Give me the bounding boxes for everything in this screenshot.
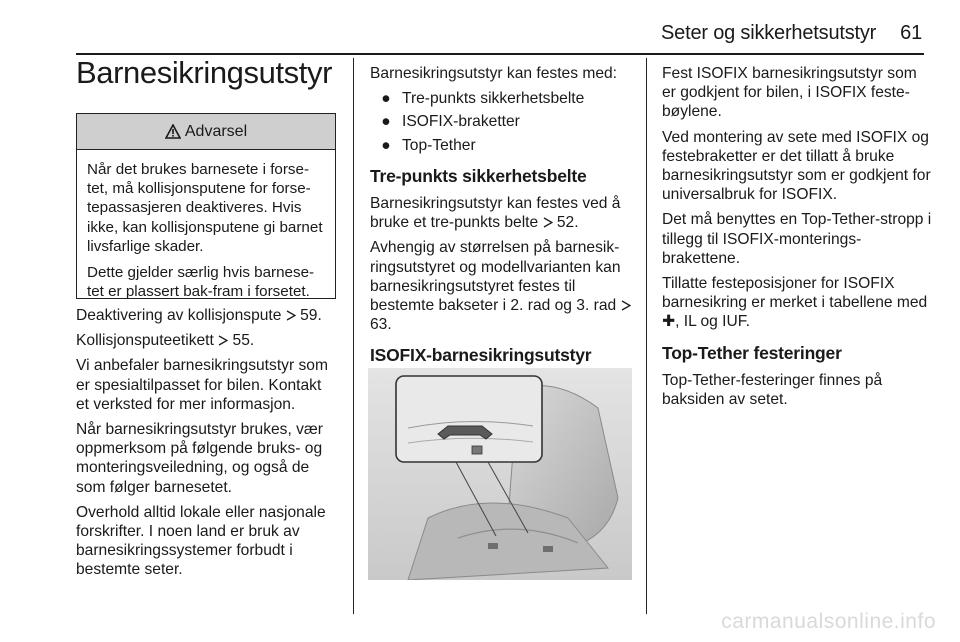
paragraph-montering: Ved montering av sete med ISOFIX og festebraketter er det tillatt å bruke barnesikringsutstyr som er godkjent for universalbruk for ISOFIX. xyxy=(662,128,931,204)
column-1 xyxy=(76,306,338,586)
bullet-icon: ● xyxy=(381,90,391,108)
list-item: ● Tre-punkts sikkerhetsbelte xyxy=(381,90,585,108)
paragraph-trepunkt: Barnesikringsutstyr kan festes ved å bruke et tre-punkts belte 52. xyxy=(370,195,621,232)
list-item: ● Top-Tether xyxy=(381,136,476,154)
page-reference-link[interactable]: 63. xyxy=(370,316,392,334)
bullet-icon: ● xyxy=(381,136,391,154)
isofix-symbol-icon: ✚ xyxy=(662,313,676,331)
page-reference-link[interactable]: 59. xyxy=(300,307,322,324)
warning-paragraph: Når det brukes barnesete i forse-tet, må kollisjonsputene for forse-tepassasjeren deaktiveres. Hvis ikke, kan kollisjonsputene gi barnet livsfarlige skader. xyxy=(87,161,323,255)
paragraph-festeringer: Top-Tether-festeringer finnes på baksiden av setet. xyxy=(662,371,883,409)
isofix-seat-illustration xyxy=(368,368,632,580)
page-header xyxy=(661,22,922,45)
paragraph-forskrifter: Overhold alltid lokale eller nasjonale forskrifter. I noen land er bruk av barnesikringssystemer forbudt i bestemte seter. xyxy=(76,503,326,579)
heading-festeringer: Top-Tether festeringer xyxy=(662,342,842,363)
paragraph-fest: Fest ISOFIX barnesikringsutstyr som er godkjent for bilen, i ISOFIX feste-bøylene. xyxy=(662,65,917,121)
warning-paragraph: Dette gjelder særlig hvis barnese-tet er plassert bak-fram i forsetet. xyxy=(87,264,315,301)
warning-label: Advarsel xyxy=(184,122,248,140)
warning-box xyxy=(76,113,336,299)
warning-header xyxy=(77,114,335,150)
column-3 xyxy=(662,64,932,415)
warning-triangle-icon xyxy=(165,124,181,139)
paragraph-bruks: Når barnesikringsutstyr brukes, vær oppmerksom på følgende bruks- og monteringsveiledning, og også de som følger barnesetet. xyxy=(76,421,323,496)
list-item: ● ISOFIX-braketter xyxy=(381,113,520,131)
paragraph-tillatte: Tillatte festeposisjoner for ISOFIX barnesikring er merket i tabellene med ✚, IL og IUF. xyxy=(662,275,928,331)
column-divider xyxy=(353,58,354,614)
watermark: carmanualsonline.info xyxy=(721,610,936,633)
paragraph-anbefaler: Vi anbefaler barnesikringsutstyr som er spesialtilpasset for bilen. Kontakt et verksted for mer informasjon. xyxy=(76,357,328,413)
attachment-list xyxy=(370,89,632,155)
paragraph-avhengig: Avhengig av størrelsen på barnesik-ringsutstyret og modellvarianten kan barnesikringsutstyret festes til bestemte bakseter i 2. rad og 3. rad 63. xyxy=(370,238,632,334)
page-reference-icon xyxy=(286,310,296,321)
page-reference-icon xyxy=(543,217,553,228)
paragraph-intro: Barnesikringsutstyr kan festes med: xyxy=(370,65,618,82)
bullet-icon: ● xyxy=(381,113,391,131)
column-divider xyxy=(646,58,647,614)
page-reference-icon xyxy=(621,300,631,311)
paragraph-deaktivering: Deaktivering av kollisjonspute 59. xyxy=(76,307,322,324)
paragraph-etikett: Kollisjonsputeetikett 55. xyxy=(76,332,255,350)
page-reference-link[interactable]: 55. xyxy=(232,332,255,350)
heading-isofix: ISOFIX-barnesikringsutstyr xyxy=(370,345,592,366)
page-title: Barnesikringsutstyr xyxy=(76,55,332,90)
column-2 xyxy=(370,64,632,374)
page-reference-link[interactable]: 52. xyxy=(556,214,579,232)
warning-body xyxy=(77,150,335,301)
heading-trepunkt: Tre-punkts sikkerhetsbelte xyxy=(370,165,587,186)
section-title: Seter og sikkerhetsutstyr xyxy=(661,22,877,44)
paragraph-toptether: Det må benyttes en Top-Tether-stropp i tillegg til ISOFIX-monterings-brakettene. xyxy=(662,211,932,267)
page-reference-icon xyxy=(218,335,228,346)
page-number: 61 xyxy=(900,22,922,44)
